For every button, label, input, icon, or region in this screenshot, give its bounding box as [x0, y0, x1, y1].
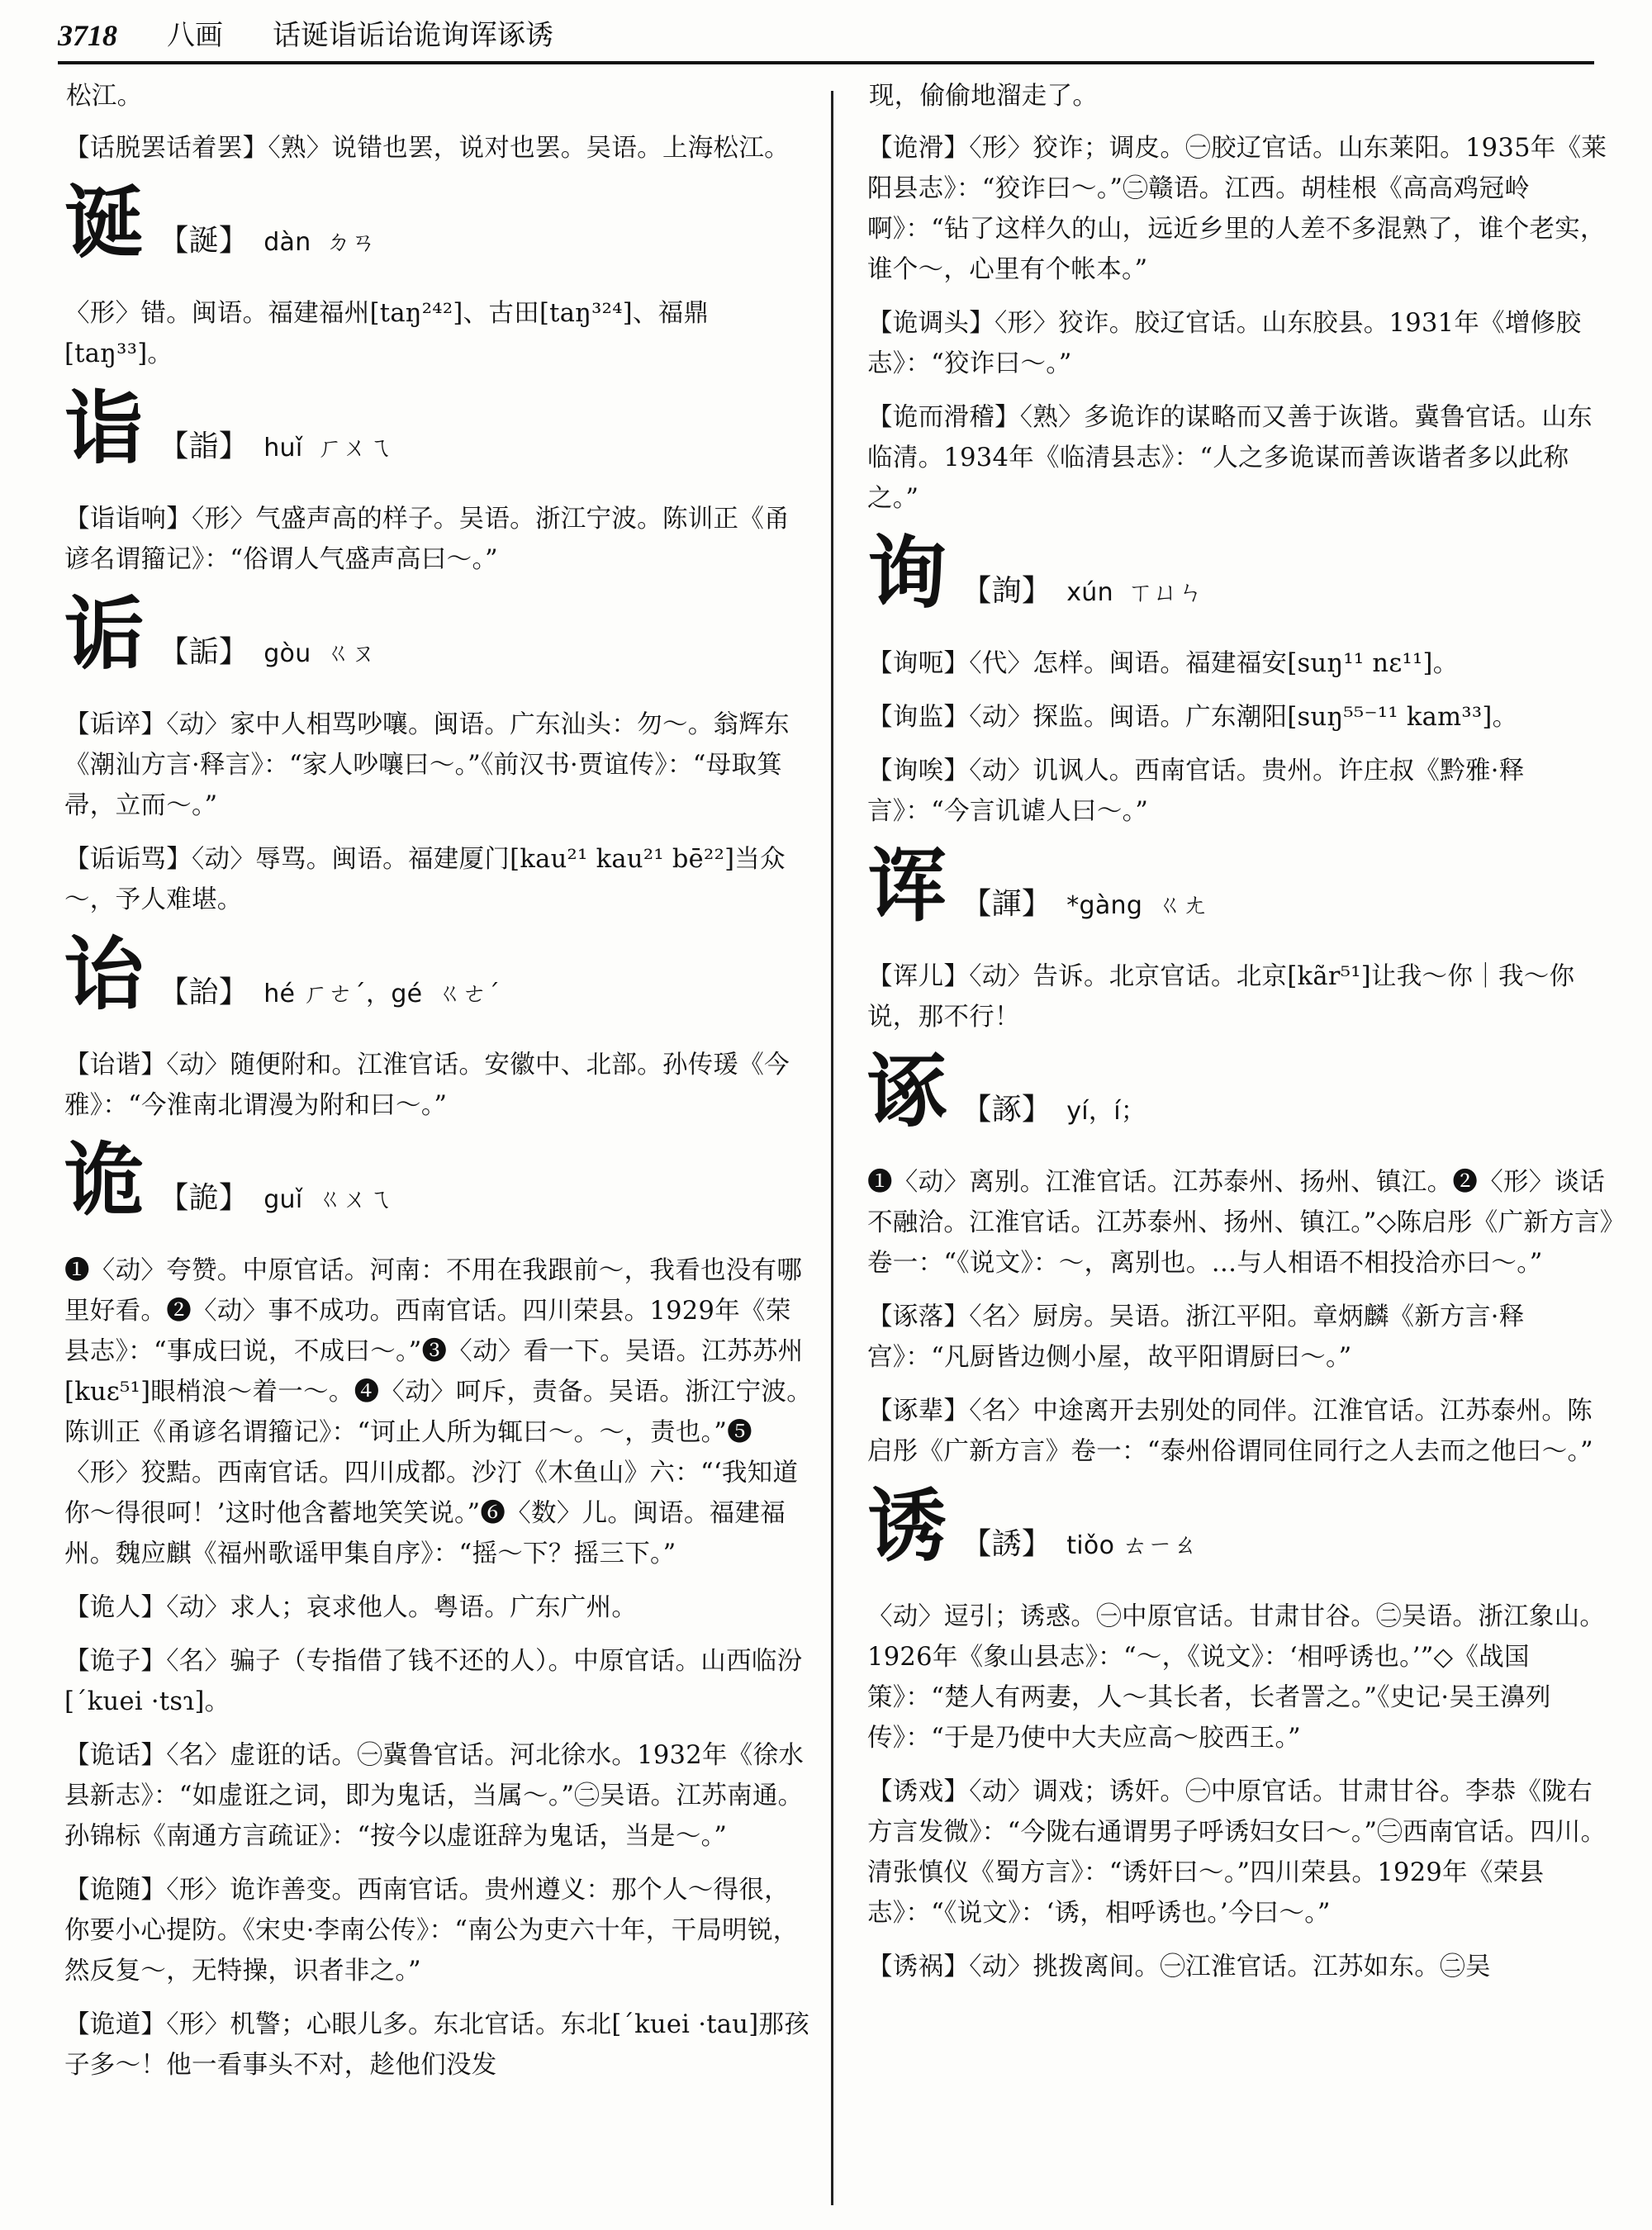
pinyin: huǐ: [263, 434, 303, 463]
entry: 【诡话】〈名〉虚诳的话。㊀冀鲁官话。河北徐水。1932年《徐水县新志》：“如虚诳之词，即为鬼话，当属～。”㊁吴语。江苏南通。孙锦标《南通方言疏证》：“按今以虚诳辞为鬼话，当是～。”: [64, 1741, 805, 1851]
entry: 【诡子】〈名〉骗子（专指借了钱不还的人）。中原官话。山西临汾[ˊkuei ·tsɿ]。: [64, 1647, 803, 1716]
pinyin: yí，í；: [1066, 1097, 1146, 1126]
zhuyin: ㄉㄢ: [325, 228, 377, 257]
entry: ❶〈动〉夸赞。中原官话。河南：不用在我跟前～，我看也没有哪里好看。❷〈动〉事不成功。西南官话。四川荣县。1929年《荣县志》：“事成曰说，不成曰～。”❸〈动〉看一下。吴语。江苏苏州[kuɛ⁵¹]眼梢浪～着一～。❹〈动〉呵斥，责备。吴语。浙江宁波。陈训正《甬谚名谓籀记》：“诃止人所为辄曰～。～，责也。”❺〈形〉狡黠。西南官话。四川成都。沙汀《木鱼山》六：“‘我知道你～得很呵！’这时他含蓄地笑笑说。”❻〈数〉儿。闽语。福建福州。魏应麒《福州歌谣甲集自序》：“摇～下？摇三下。”: [64, 1256, 813, 1568]
entry: 【诒谐】〈动〉随便附和。江淮官话。安徽中、北部。孙传瑗《今雅》：“今淮南北谓漫为附和曰～。”: [64, 1051, 790, 1120]
traditional-form: 【諢】: [961, 887, 1052, 921]
continued-text: 现，偷偷地溜走了。: [869, 82, 1099, 111]
pinyin: *gàng: [1066, 891, 1143, 920]
headword-char: 诣: [64, 382, 145, 475]
entry: 【诟谇】〈动〉家中人相骂吵嚷。闽语。广东汕头：勿～。翁辉东《潮汕方言·释言》：“家人吵嚷曰～。”《前汉书·贾谊传》：“母取箕帚，立而～。”: [64, 710, 790, 820]
entry: 【诟诟骂】〈动〉辱骂。闽语。福建厦门[kau²¹ kau²¹ bē²²]当众～，予人难堪。: [64, 845, 786, 914]
entry: 【诡道】〈形〉机警；心眼儿多。东北官话。东北[ˊkuei ·tau]那孩子多～！他一看事头不对，趁他们没发: [64, 2010, 809, 2080]
entry: 【诡调头】〈形〉狡诈。胶辽官话。山东胶县。1931年《增修胶志》：“狡诈曰～。”: [867, 309, 1582, 378]
entry: 【诼落】〈名〉厨房。吴语。浙江平阳。章炳麟《新方言·释宫》：“凡厨皆边侧小屋，故平阳谓厨曰～。”: [867, 1302, 1525, 1372]
traditional-form: 【詭】: [159, 1181, 249, 1215]
page-header: [58, 12, 1594, 64]
pinyin: gòu: [263, 639, 311, 668]
pinyin: dàn: [263, 228, 311, 257]
entry: ❶〈动〉离别。江淮官话。江苏泰州、扬州、镇江。❷〈形〉谈话不融洽。江淮官话。江苏泰州、扬州、镇江。”◇陈启彤《广新方言》卷一：“《说文》：～，离别也。…与人相语不相投洽亦曰～。”: [867, 1168, 1613, 1278]
traditional-form: 【詒】: [159, 975, 249, 1009]
entry: 〈动〉逗引；诱惑。㊀中原官话。甘肃甘谷。㊁吴语。浙江象山。1926年《象山县志》：“～，《说文》：‘相呼诱也。’”◇《战国策》：“楚人有两妻，人～其长者，长者詈之。”《史记·吴王濞列传》：“于是乃使中大夫应高～胶西王。”: [867, 1602, 1606, 1753]
entry: 【诡滑】〈形〉狡诈；调皮。㊀胶辽官话。山东莱阳。1935年《莱阳县志》：“狡诈曰～。”㊁赣语。江西。胡桂根《高高鸡冠岭啊》：“钻了这样久的山，远近乡里的人差不多混熟了，谁个老实，谁个～，心里有个帐本。”: [867, 134, 1607, 284]
entry: 【诡随】〈形〉诡诈善变。西南官话。贵州遵义：那个人～得很，你要小心提防。《宋史·李南公传》：“南公为吏六十年，干局明锐，然反复～，无特操，识者非之。”: [64, 1876, 799, 1986]
entry: 【诣诣响】〈形〉气盛声高的样子。吴语。浙江宁波。陈训正《甬谚名谓籀记》：“俗谓人气盛声高曰～。”: [64, 505, 790, 574]
zhuyin: ㄏㄨㄟ: [317, 434, 393, 463]
traditional-form: 【誘】: [961, 1527, 1052, 1561]
page-number: 3718: [58, 19, 117, 52]
pinyin: guǐ: [263, 1185, 303, 1214]
headword-char: 询: [867, 526, 947, 619]
headword-char: 诱: [867, 1479, 947, 1573]
zhuyin: ㄍㄜˊ: [437, 980, 501, 1008]
left-column: [64, 76, 814, 2099]
headword: [867, 839, 1617, 951]
headword-char: 诡: [64, 1133, 145, 1226]
headword-char: 诒: [64, 928, 145, 1021]
entry: 【话脱罢话着罢】〈熟〉说错也罢，说对也罢。吴语。上海松江。: [64, 134, 790, 163]
pinyin: xún: [1066, 578, 1113, 607]
entry: 〈形〉错。闽语。福建福州[taŋ²⁴²]、古田[taŋ³²⁴]、福鼎[taŋ³³]。: [64, 299, 710, 368]
pinyin: hé ㄏㄜˊ，gé: [263, 980, 423, 1008]
entry: 【询唉】〈动〉讥讽人。西南官话。贵州。许庄叔《黔雅·释言》：“今言讥谑人曰～。”: [867, 757, 1525, 826]
traditional-form: 【詣】: [159, 429, 249, 463]
headword: [64, 587, 814, 700]
headword: [867, 526, 1617, 638]
entry: 【诼辈】〈名〉中途离开去别处的同伴。江淮官话。江苏泰州。陈启彤《广新方言》卷一：“泰州俗谓同住同行之人去而之他曰～。”: [867, 1397, 1593, 1466]
zhuyin: ㄒㄩㄣ: [1127, 578, 1203, 607]
headword: [64, 1133, 814, 1245]
traditional-form: 【詬】: [159, 635, 249, 669]
entry: 【询呃】〈代〉怎样。闽语。福建福安[suŋ¹¹ nɛ¹¹]。: [867, 649, 1459, 678]
zhuyin: ㄍㄨㄟ: [317, 1185, 393, 1214]
zhuyin: ㄍㄤ: [1157, 891, 1208, 920]
headword-char: 诼: [867, 1045, 947, 1138]
headword-char: 诞: [64, 176, 145, 269]
continued-text: 松江。: [66, 82, 143, 111]
headword-char: 诨: [867, 839, 947, 932]
stroke-section: 八画: [167, 19, 223, 52]
headword: [64, 176, 814, 288]
traditional-form: 【諑】: [961, 1093, 1052, 1127]
headword: [867, 1479, 1617, 1592]
entry: 【诱祸】〈动〉挑拨离间。㊀江淮官话。江苏如东。㊁吴: [867, 1952, 1491, 1981]
headword: [64, 928, 814, 1040]
traditional-form: 【誕】: [159, 224, 249, 258]
zhuyin: ㄍㄡ: [325, 639, 377, 668]
header-characters: 话诞诣诟诒诡询诨诼诱: [273, 19, 553, 52]
entry: 【诨儿】〈动〉告诉。北京官话。北京[kãr⁵¹]让我～你｜我～你说，那不行！: [867, 962, 1575, 1032]
entry: 【诡人】〈动〉求人；哀求他人。粤语。广东广州。: [64, 1593, 638, 1622]
entry: 【诱戏】〈动〉调戏；诱奸。㊀中原官话。甘肃甘谷。李恭《陇右方言发微》：“今陇右通谓男子呼诱妇女曰～。”㊁西南官话。四川。清张慎仪《蜀方言》：“诱奸曰～。”四川荣县。1929年《荣县志》：“《说文》：‘诱，相呼诱也。’今曰～。”: [867, 1777, 1607, 1928]
traditional-form: 【詢】: [961, 574, 1052, 608]
headword-char: 诟: [64, 587, 145, 681]
entry: 【询监】〈动〉探监。闽语。广东潮阳[suŋ⁵⁵⁻¹¹ kam³³]。: [867, 703, 1518, 732]
right-column: [867, 76, 1617, 2000]
pinyin: tiǒo ㄊㄧㄠ: [1066, 1531, 1198, 1560]
headword: [64, 382, 814, 494]
column-divider: [831, 91, 833, 2205]
entry: 【诡而滑稽】〈熟〉多诡诈的谋略而又善于诙谐。冀鲁官话。山东临清。1934年《临清县志》：“人之多诡谋而善诙谐者多以此称之。”: [867, 403, 1593, 513]
headword: [867, 1045, 1617, 1157]
